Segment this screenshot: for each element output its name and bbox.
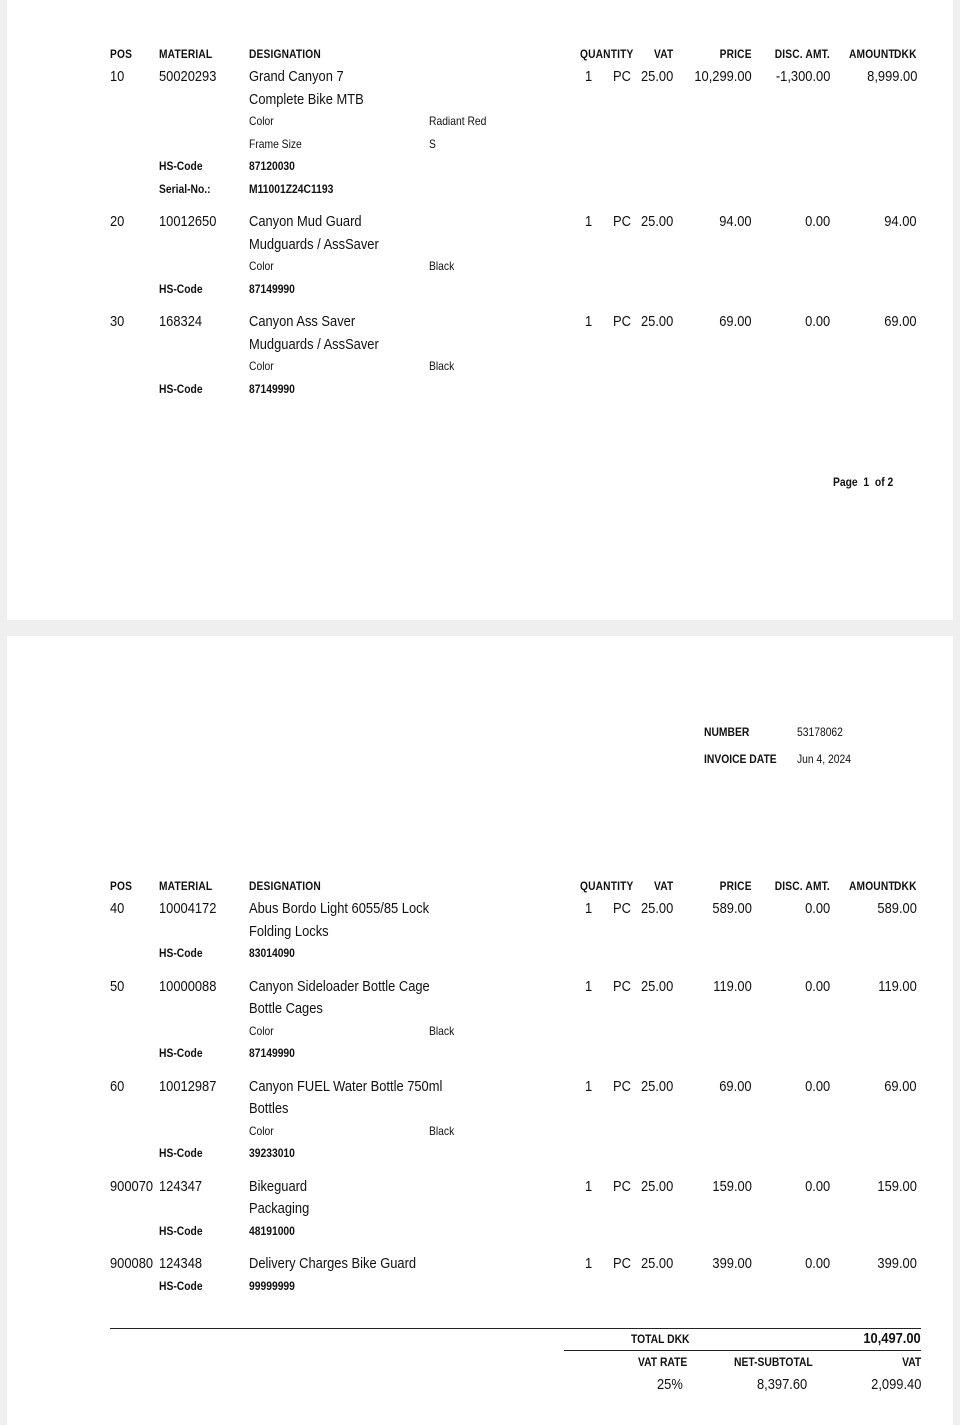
item-unit: PC xyxy=(613,1177,631,1195)
item-discount: 0.00 xyxy=(804,977,830,995)
item-amount: 69.00 xyxy=(884,313,917,330)
code-value: 87149990 xyxy=(249,381,295,396)
item-quantity: 1 xyxy=(585,900,593,917)
code-value: 83014090 xyxy=(249,946,295,960)
item-designation: Delivery Charges Bike Guard xyxy=(249,1255,417,1272)
item-pos: 30 xyxy=(110,313,125,330)
item-material: 10000088 xyxy=(159,977,217,995)
col-currency-header: DKK xyxy=(894,879,917,893)
item-category: Mudguards / AssSaver xyxy=(249,235,379,253)
item-pos: 40 xyxy=(110,900,125,917)
col-amount-header: AMOUNT xyxy=(849,879,895,893)
col-amount-header: AMOUNT xyxy=(849,47,895,61)
item-category: Mudguards / AssSaver xyxy=(249,335,379,353)
item-pos: 20 xyxy=(110,213,125,230)
item-unit: PC xyxy=(613,1077,631,1095)
item-pos: 900070 xyxy=(110,1177,154,1195)
code-value: M11001Z24C1193 xyxy=(249,181,334,196)
code-label: HS-Code xyxy=(159,1146,203,1160)
item-material: 50020293 xyxy=(159,68,217,85)
vat-amount-value: 2,099.40 xyxy=(870,1376,921,1393)
item-price: 69.00 xyxy=(719,313,752,330)
invoice-date-label: INVOICE DATE xyxy=(704,752,777,766)
col-vat-header: VAT xyxy=(654,879,674,893)
attr-value: Radiant Red xyxy=(429,114,487,128)
attr-label: Color xyxy=(249,1023,274,1038)
col-price-header: PRICE xyxy=(719,879,752,893)
col-designation-header: DESIGNATION xyxy=(249,47,321,61)
item-price: 69.00 xyxy=(719,1077,752,1095)
item-amount: 69.00 xyxy=(884,1077,917,1095)
code-label: HS-Code xyxy=(159,281,203,296)
item-designation: Grand Canyon 7 xyxy=(249,68,344,85)
col-disc-header: DISC. AMT. xyxy=(774,879,830,893)
col-disc-header: DISC. AMT. xyxy=(774,47,830,61)
item-amount: 94.00 xyxy=(884,213,917,230)
code-value: 99999999 xyxy=(249,1278,295,1293)
attr-label: Color xyxy=(249,114,274,128)
item-pos: 50 xyxy=(110,977,125,995)
attr-label: Color xyxy=(249,259,274,273)
col-vat-header: VAT xyxy=(654,47,674,61)
col-pos-header: POS xyxy=(110,879,133,893)
item-vat: 25.00 xyxy=(641,313,674,330)
item-unit: PC xyxy=(613,1255,631,1272)
item-price: 10,299.00 xyxy=(694,68,752,85)
col-currency-header: DKK xyxy=(894,47,917,61)
col-pos-header: POS xyxy=(110,47,133,61)
page-of: of xyxy=(874,475,885,489)
vat-rate-value: 25% xyxy=(657,1376,683,1393)
item-vat: 25.00 xyxy=(641,68,674,85)
net-subtotal-label: NET-SUBTOTAL xyxy=(734,1355,813,1369)
attr-value: Black xyxy=(429,259,455,273)
col-quantity-header: QUANTITY xyxy=(580,879,634,893)
attr-label: Frame Size xyxy=(249,136,302,151)
totals-divider xyxy=(110,1328,921,1329)
code-value: 87149990 xyxy=(249,1046,295,1060)
net-subtotal-value: 8,397.60 xyxy=(757,1376,808,1393)
page-word: Page xyxy=(833,475,858,489)
item-vat: 25.00 xyxy=(641,1177,674,1195)
item-vat: 25.00 xyxy=(641,900,674,917)
code-label: HS-Code xyxy=(159,381,203,396)
totals-divider-2 xyxy=(564,1350,921,1351)
code-value: 39233010 xyxy=(249,1146,295,1160)
item-vat: 25.00 xyxy=(641,213,674,230)
page-total: 2 xyxy=(887,475,894,489)
item-designation: Canyon Sideloader Bottle Cage xyxy=(249,977,430,995)
total-label: TOTAL DKK xyxy=(631,1332,690,1346)
invoice-date-value: Jun 4, 2024 xyxy=(797,752,851,766)
item-discount: 0.00 xyxy=(804,313,830,330)
code-label: HS-Code xyxy=(159,946,203,960)
item-designation: Abus Bordo Light 6055/85 Lock xyxy=(249,900,430,917)
item-material: 10004172 xyxy=(159,900,217,917)
item-designation: Canyon FUEL Water Bottle 750ml xyxy=(249,1077,443,1095)
item-vat: 25.00 xyxy=(641,977,674,995)
attr-value: S xyxy=(429,136,436,151)
item-amount: 8,999.00 xyxy=(866,68,917,85)
vat-rate-label: VAT RATE xyxy=(638,1355,688,1369)
col-quantity-header: QUANTITY xyxy=(580,47,634,61)
item-discount: 0.00 xyxy=(804,213,830,230)
item-discount: 0.00 xyxy=(804,1177,830,1195)
item-material: 124348 xyxy=(159,1255,203,1272)
code-label: Serial-No.: xyxy=(159,181,211,196)
code-label: HS-Code xyxy=(159,1278,203,1293)
item-designation: Canyon Mud Guard xyxy=(249,213,362,230)
item-material: 10012650 xyxy=(159,213,217,230)
item-amount: 119.00 xyxy=(878,977,917,995)
item-quantity: 1 xyxy=(585,213,593,230)
invoice-number-label: NUMBER xyxy=(704,725,750,739)
code-value: 48191000 xyxy=(249,1223,295,1238)
item-designation: Canyon Ass Saver xyxy=(249,313,356,330)
item-pos: 60 xyxy=(110,1077,125,1095)
item-discount: 0.00 xyxy=(804,1077,830,1095)
item-amount: 159.00 xyxy=(877,1177,917,1195)
item-quantity: 1 xyxy=(585,313,593,330)
item-quantity: 1 xyxy=(585,1077,593,1095)
item-quantity: 1 xyxy=(585,977,593,995)
invoice-page-1 xyxy=(7,0,953,620)
item-vat: 25.00 xyxy=(641,1255,674,1272)
item-unit: PC xyxy=(613,313,631,330)
item-quantity: 1 xyxy=(585,68,593,85)
item-vat: 25.00 xyxy=(641,1077,674,1095)
item-discount: 0.00 xyxy=(804,1255,830,1272)
item-material: 10012987 xyxy=(159,1077,217,1095)
item-designation: Bikeguard xyxy=(249,1177,308,1195)
vat-label: VAT xyxy=(901,1355,921,1369)
item-amount: 589.00 xyxy=(877,900,917,917)
item-unit: PC xyxy=(613,68,631,85)
code-value: 87120030 xyxy=(249,159,295,173)
page-indicator xyxy=(833,475,893,489)
item-price: 399.00 xyxy=(712,1255,752,1272)
item-unit: PC xyxy=(613,977,631,995)
item-discount: 0.00 xyxy=(804,900,830,917)
item-unit: PC xyxy=(613,213,631,230)
col-price-header: PRICE xyxy=(719,47,752,61)
col-designation-header: DESIGNATION xyxy=(249,879,321,893)
col-material-header: MATERIAL xyxy=(159,879,213,893)
item-quantity: 1 xyxy=(585,1255,593,1272)
attr-label: Color xyxy=(249,1123,274,1138)
page-current: 1 xyxy=(863,475,870,489)
item-category: Bottle Cages xyxy=(249,1000,323,1017)
item-material: 168324 xyxy=(159,313,203,330)
item-category: Folding Locks xyxy=(249,922,329,940)
invoice-number-value: 53178062 xyxy=(797,725,843,739)
item-unit: PC xyxy=(613,900,631,917)
item-quantity: 1 xyxy=(585,1177,593,1195)
attr-label: Color xyxy=(249,359,274,373)
attr-value: Black xyxy=(429,359,455,373)
item-price: 159.00 xyxy=(712,1177,752,1195)
col-material-header: MATERIAL xyxy=(159,47,213,61)
attr-value: Black xyxy=(429,1023,455,1038)
total-value: 10,497.00 xyxy=(863,1330,921,1347)
attr-value: Black xyxy=(429,1123,455,1138)
code-value: 87149990 xyxy=(249,281,295,296)
item-price: 589.00 xyxy=(712,900,752,917)
item-category: Complete Bike MTB xyxy=(249,90,364,108)
item-pos: 10 xyxy=(110,68,125,85)
code-label: HS-Code xyxy=(159,159,203,173)
invoice-page-2 xyxy=(7,636,953,1425)
item-price: 94.00 xyxy=(719,213,752,230)
item-category: Packaging xyxy=(249,1200,310,1217)
item-amount: 399.00 xyxy=(877,1255,917,1272)
item-discount: -1,300.00 xyxy=(775,68,830,85)
item-pos: 900080 xyxy=(110,1255,154,1272)
code-label: HS-Code xyxy=(159,1223,203,1238)
item-price: 119.00 xyxy=(713,977,752,995)
code-label: HS-Code xyxy=(159,1046,203,1060)
item-category: Bottles xyxy=(249,1100,289,1117)
item-material: 124347 xyxy=(159,1177,203,1195)
